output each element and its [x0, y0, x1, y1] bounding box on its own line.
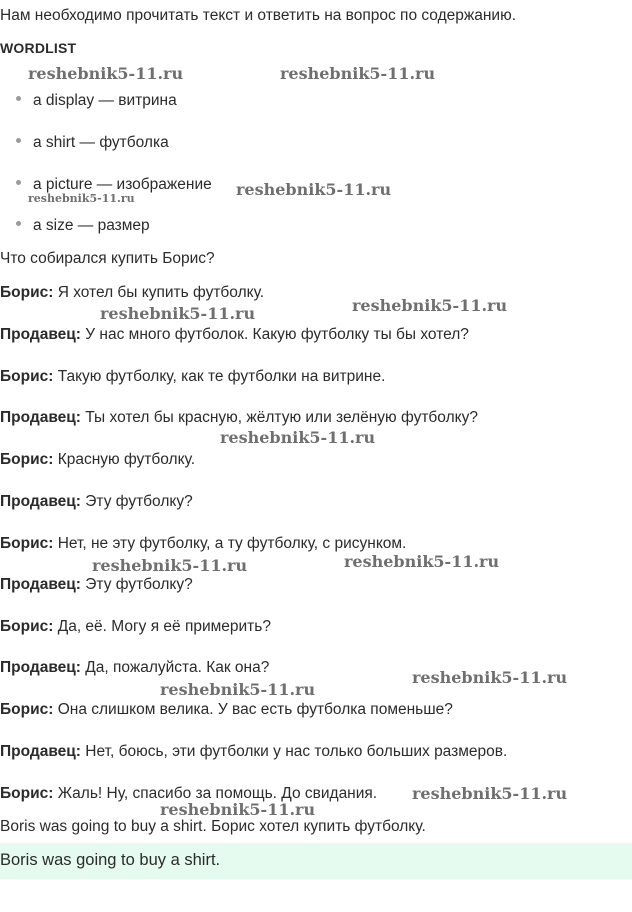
- list-item: [16, 217, 150, 235]
- watermark: reshebnik5-11.ru: [236, 180, 392, 199]
- answer-text: Boris was going to buy a shirt.: [0, 851, 221, 869]
- dialogue-line: [0, 451, 195, 469]
- watermark: reshebnik5-11.ru: [160, 800, 316, 819]
- dialogue-line: [0, 743, 507, 761]
- line-text: Да, пожалуйста. Как она?: [80, 659, 270, 676]
- dialogue-line: [0, 535, 406, 553]
- speaker-label: Продавец:: [0, 576, 81, 593]
- dialogue-line: [0, 409, 478, 427]
- speaker-label: Борис:: [0, 284, 54, 301]
- wordlist-heading: WORDLIST: [0, 40, 77, 56]
- intro-text: Нам необходимо прочитать текст и ответить на вопрос по содержанию.: [0, 7, 517, 24]
- bullet-icon: [16, 180, 21, 185]
- watermark: reshebnik5-11.ru: [280, 64, 436, 83]
- line-text: Красную футболку.: [53, 451, 196, 468]
- watermark: reshebnik5-11.ru: [92, 556, 248, 575]
- line-text: Нет, не эту футболку, а ту футболку, с рисунком.: [53, 535, 407, 552]
- dialogue-line: [0, 701, 453, 719]
- line-text: У нас много футболок. Какую футболку ты бы хотел?: [80, 326, 469, 343]
- list-item: [16, 92, 177, 110]
- line-text: Она слишком велика. У вас есть футболка поменьше?: [53, 701, 453, 718]
- bullet-icon: [16, 138, 21, 143]
- line-text: Нет, боюсь, эти футболки у нас только больших размеров.: [80, 743, 508, 760]
- list-item: [16, 134, 169, 152]
- dialogue-line: [0, 368, 385, 386]
- speaker-label: Борис:: [0, 535, 54, 552]
- line-text: Ты хотел бы красную, жёлтую или зелёную футболку?: [80, 409, 478, 426]
- line-text: Эту футболку?: [80, 576, 193, 593]
- wordlist-item-size: a size — размер: [33, 217, 150, 234]
- watermark: reshebnik5-11.ru: [412, 668, 568, 687]
- line-text: Эту футболку?: [80, 493, 193, 510]
- watermark: reshebnik5-11.ru: [100, 304, 256, 323]
- watermark: reshebnik5-11.ru: [220, 428, 376, 447]
- watermark: reshebnik5-11.ru: [160, 680, 316, 699]
- dialogue-line: [0, 326, 469, 344]
- speaker-label: Борис:: [0, 618, 54, 635]
- speaker-label: Борис:: [0, 451, 54, 468]
- watermark: reshebnik5-11.ru: [28, 192, 135, 205]
- wordlist-item-display: a display — витрина: [33, 92, 177, 109]
- speaker-label: Продавец:: [0, 743, 81, 760]
- speaker-label: Борис:: [0, 701, 54, 718]
- dialogue-line: [0, 785, 377, 803]
- speaker-label: Борис:: [0, 785, 54, 802]
- summary-text: Boris was going to buy a shirt. Борис хотел купить футболку.: [0, 818, 426, 835]
- dialogue-line: [0, 659, 269, 677]
- speaker-label: Продавец:: [0, 659, 81, 676]
- speaker-label: Борис:: [0, 368, 54, 385]
- speaker-label: Продавец:: [0, 326, 81, 343]
- speaker-label: Продавец:: [0, 493, 81, 510]
- watermark: reshebnik5-11.ru: [28, 64, 184, 83]
- watermark: reshebnik5-11.ru: [412, 784, 568, 803]
- dialogue-line: [0, 576, 193, 594]
- wordlist-item-shirt: a shirt — футболка: [33, 134, 169, 151]
- question-text: Что собирался купить Борис?: [0, 250, 215, 267]
- watermark: reshebnik5-11.ru: [344, 552, 500, 571]
- bullet-icon: [16, 221, 21, 226]
- list-item: [16, 176, 212, 194]
- line-text: Да, её. Могу я её примерить?: [53, 618, 271, 635]
- bullet-icon: [16, 96, 21, 101]
- line-text: Жаль! Ну, спасибо за помощь. До свидания.: [53, 785, 378, 802]
- line-text: Я хотел бы купить футболку.: [53, 284, 265, 301]
- wordlist-item-picture: a picture — изображение: [33, 176, 212, 193]
- answer-box: [0, 843, 632, 879]
- watermark: reshebnik5-11.ru: [352, 296, 508, 315]
- dialogue-line: [0, 493, 193, 511]
- dialogue-line: [0, 618, 271, 636]
- line-text: Такую футболку, как те футболки на витрине.: [53, 368, 386, 385]
- speaker-label: Продавец:: [0, 409, 81, 426]
- dialogue-line: [0, 284, 264, 302]
